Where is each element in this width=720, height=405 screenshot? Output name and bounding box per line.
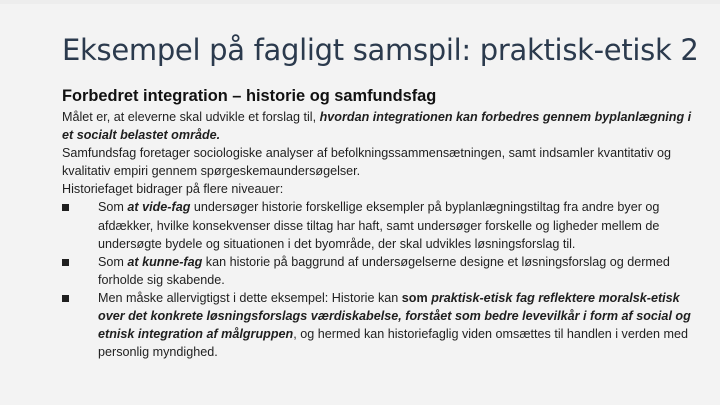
bullet-text: kan historie på baggrund af undersøgelserne designe et løsningsforslag og dermed forholde sig skabende. [98, 254, 670, 287]
intro-paragraph [62, 108, 702, 144]
bullet-emphasis: at vide-fag [127, 200, 191, 215]
slide-body [62, 86, 702, 361]
samfundsfag-paragraph: Samfundsfag foretager sociologiske analyser af befolkningssammensætningen, samt indsamler kvantitativ og kvalitativ empiri gennem spørgeskemaundersøgelser. [62, 146, 672, 179]
list-item [62, 198, 702, 252]
list-item [62, 289, 702, 361]
bullet-text: Men måske allervigtigst i dette eksempel: Historie kan [98, 290, 402, 305]
square-bullet-icon [62, 204, 69, 211]
bullet-emphasis: praktisk-etisk fag reflektere moralsk-etisk over det konkrete løsningsforslags værdiskabelse, forstået som bedre levevilkår i form af social og etnisk integration af målgruppen [98, 290, 691, 342]
bullet-text: Som [98, 254, 128, 269]
square-bullet-icon [62, 295, 69, 302]
subheading: Forbedret integration – historie og samfundsfag [62, 87, 437, 105]
historie-paragraph: Historiefaget bidrager på flere niveauer: [62, 182, 284, 197]
square-bullet-icon [62, 259, 69, 266]
top-accent-bar [0, 0, 720, 4]
intro-emphasis: hvordan integrationen kan forbedres gennem byplanlægning i et socialt belastet område. [62, 110, 692, 143]
bullet-text: Som [98, 200, 128, 215]
bullet-text: , og hermed kan historiefaglig viden omsættes til handlen i verden med personlig myndighed. [98, 327, 689, 360]
slide-title: Eksempel på fagligt samspil: praktisk-etisk 2 [62, 33, 699, 68]
bullet-list [62, 198, 702, 361]
bullet-emphasis: at kunne-fag [127, 254, 203, 269]
bullet-text: undersøger historie forskellige eksempler på byplanlægningstiltag fra andre byer og afdækker, hvilke konsekvenser disse tiltag har haft, samt undersøger forskelle og ligheder mellem de undersøgte bydele og situationen i det byområde, der skal udvikles løsningsforslag til. [98, 200, 660, 251]
bullet-bold: som [401, 290, 428, 305]
intro-text: Målet er, at eleverne skal udvikle et forslag til, [62, 110, 320, 124]
list-item [62, 253, 702, 289]
